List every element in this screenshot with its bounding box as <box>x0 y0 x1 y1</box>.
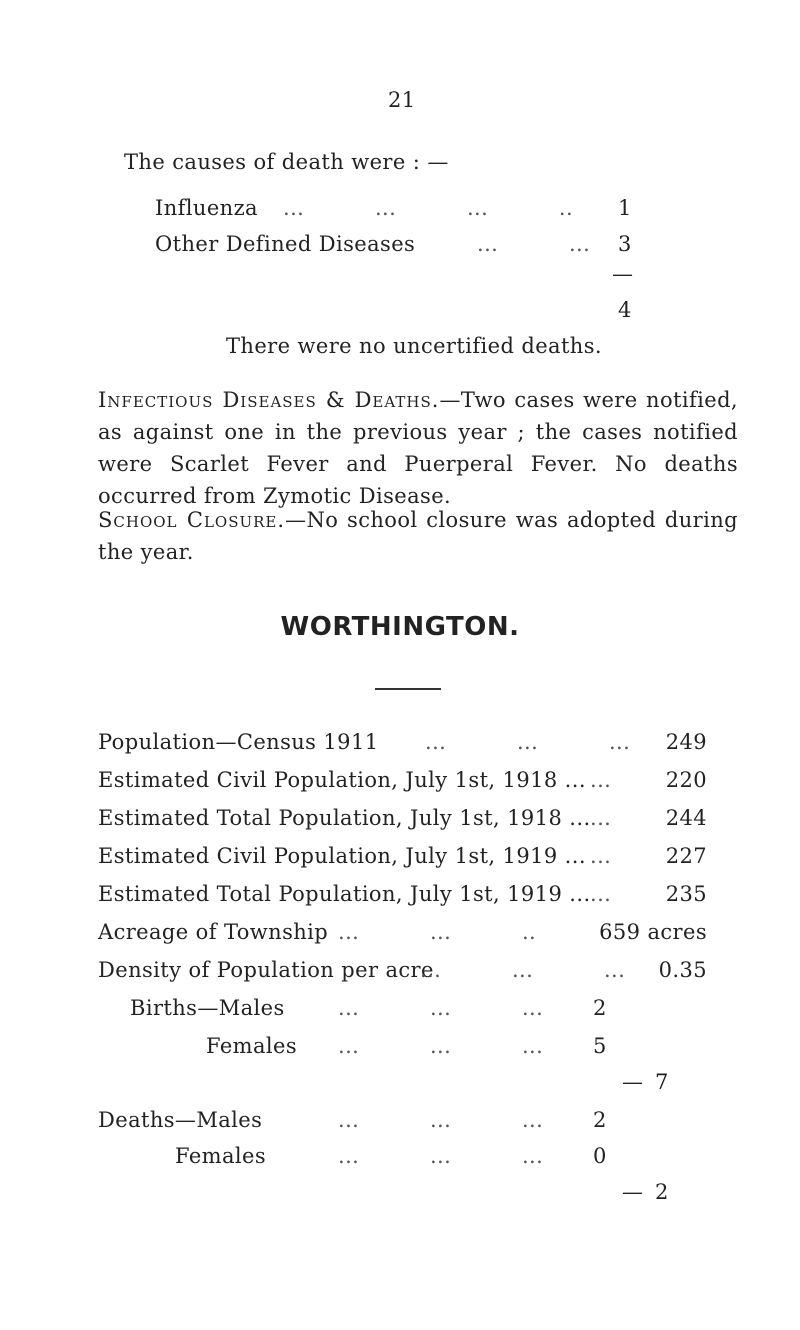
infectious-heading: Infectious Diseases & Deaths. <box>98 388 440 412</box>
stat-label: Estimated Total Population, July 1st, 1918 ... <box>98 806 591 830</box>
deaths-females-value: 0 <box>593 1144 607 1168</box>
stat-dots: ... <box>590 768 612 792</box>
stat-value: 244 <box>665 806 707 830</box>
causes-rule: — <box>612 262 634 286</box>
stat-label: Estimated Civil Population, July 1st, 1918 ... <box>98 768 586 792</box>
stat-value: 235 <box>665 882 707 906</box>
deaths-males-value: 2 <box>593 1108 607 1132</box>
school-paragraph <box>98 504 738 568</box>
infectious-paragraph <box>98 384 738 512</box>
deaths-females-label: Females <box>175 1144 267 1168</box>
stat-dots: ... ... ... <box>420 958 626 982</box>
births-females-dots: ... ... ... <box>338 1034 544 1058</box>
births-males-label: Births—Males <box>130 996 285 1020</box>
cause-label-other: Other Defined Diseases <box>155 232 416 256</box>
section-title: WORTHINGTON. <box>280 612 520 642</box>
stat-dots: ... <box>590 844 612 868</box>
stat-value: 0.35 <box>658 958 707 982</box>
stat-dots: ... <box>590 806 612 830</box>
causes-intro: The causes of death were : — <box>124 150 449 174</box>
stat-label: Estimated Civil Population, July 1st, 1919 ... <box>98 844 586 868</box>
births-females-label: Females <box>206 1034 298 1058</box>
cause-value-other: 3 <box>618 232 632 256</box>
stat-value: 659 acres <box>599 920 707 944</box>
births-rule: — <box>622 1070 644 1094</box>
stat-value: 220 <box>665 768 707 792</box>
deaths-males-label: Deaths—Males <box>98 1108 263 1132</box>
stat-dots: ... <box>590 882 612 906</box>
births-males-value: 2 <box>593 996 607 1020</box>
infectious-text: —Two cases were notified, as against one in the previous year ; the cases notified were Scarlet Fever and Puerperal Fever. No deaths occurred from Zymotic Disease. <box>98 388 738 508</box>
cause-dots-other: ... ... <box>477 232 591 256</box>
stat-label: Estimated Total Population, July 1st, 1919 ... <box>98 882 591 906</box>
school-heading: School Closure. <box>98 508 286 532</box>
deaths-rule: — <box>622 1180 644 1204</box>
cause-dots-influenza: ... ... ... .. <box>283 196 574 220</box>
stat-label: Density of Population per acre <box>98 958 434 982</box>
uncertified-note: There were no uncertified deaths. <box>226 334 602 358</box>
school-text: —No school closure was adopted during the year. <box>98 508 738 564</box>
stat-dots: ... ... ... <box>425 730 631 754</box>
deaths-total: 2 <box>655 1180 669 1204</box>
deaths-males-dots: ... ... ... <box>338 1108 544 1132</box>
cause-value-influenza: 1 <box>618 196 632 220</box>
stat-label: Acreage of Township <box>98 920 329 944</box>
stat-value: 227 <box>665 844 707 868</box>
cause-label-influenza: Influenza <box>155 196 258 220</box>
stat-label: Population—Census 1911 <box>98 730 379 754</box>
births-females-value: 5 <box>593 1034 607 1058</box>
deaths-females-dots: ... ... ... <box>338 1144 544 1168</box>
section-divider <box>375 688 441 690</box>
stat-dots: ... ... .. <box>338 920 537 944</box>
births-males-dots: ... ... ... <box>338 996 544 1020</box>
page-number: 21 <box>388 88 416 112</box>
causes-total: 4 <box>618 298 632 322</box>
births-total: 7 <box>655 1070 669 1094</box>
stat-value: 249 <box>665 730 707 754</box>
